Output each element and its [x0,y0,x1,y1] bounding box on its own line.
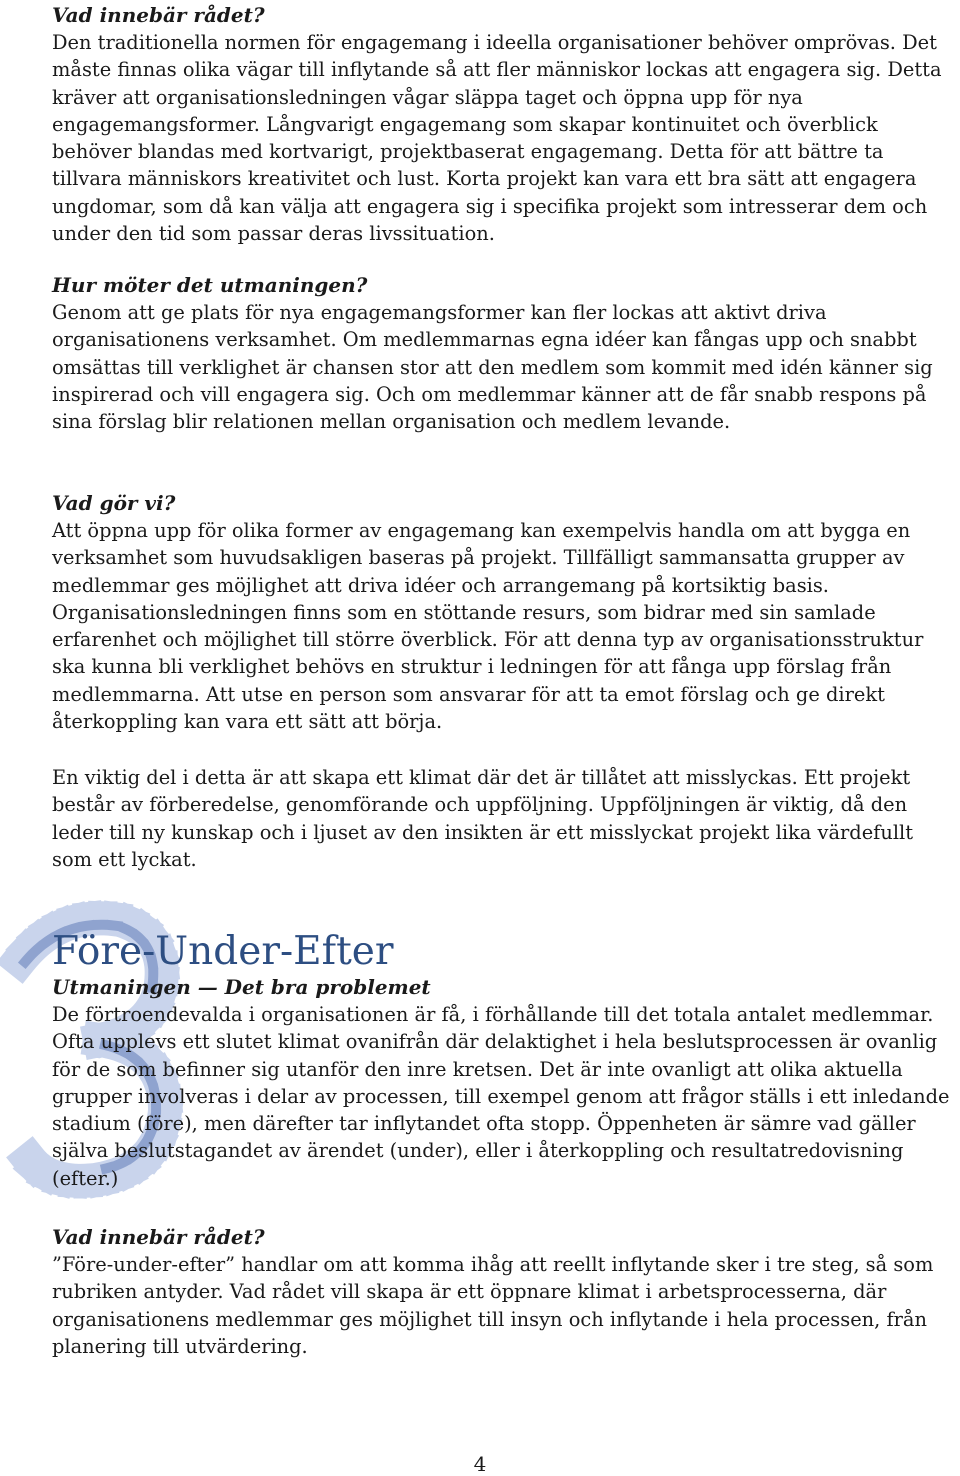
section-paragraph: De förtroendevalda i organisationen är få, i förhållande till det totala antalet medlemmar. Ofta upplevs ett slutet klimat ovanifrån där delaktighet i hela beslutsprocessen är ovanlig för de som befinner sig utanför den inre kretsen. Det är inte ovanligt att olika aktuella grupper involveras i delar av processen, till exempel genom att frågor ställs i ett inledande stadium (före), men därefter tar inflytandet ofta stopp. Öppenheten är sämre vad gäller själva beslutstagandet av ärendet (under), eller i återkoppling och resultatredovisning (efter.) [52,1003,950,1190]
section-paragraph: ”Före-under-efter” handlar om att komma ihåg att reellt inflytande sker i tre steg, så som rubriken antyder. Vad rådet vill skapa är ett öppnare klimat i arbetsprocesserna, där organisationens medlemmar ges möjlighet till insyn och inflytande i hela processen, från planering till utvärdering. [52,1253,934,1358]
decor-number-text: 3 [0,885,11,904]
section-challenge-response [52,272,952,435]
section-heading: Vad gör vi? [52,491,176,515]
section-paragraph: En viktig del i detta är att skapa ett klimat där det är tillåtet att misslyckas. Ett projekt består av förberedelse, genomförande och uppföljning. Uppföljningen är viktig, då den leder till ny kunskap och i ljuset av den insikten är ett misslyckat projekt lika värdefullt som ett lyckat. [52,766,914,871]
section-advice-meaning-2 [52,1224,952,1360]
section-heading: Hur möter det utmaningen? [52,273,368,297]
page-number: 4 [473,1452,487,1476]
section-before-during-after [52,930,952,1192]
section-paragraph: Att öppna upp för olika former av engagemang kan exempelvis handla om att bygga en verksamhet som huvudsakligen baseras på projekt. Tillfälligt sammansatta grupper av medlemmar ges möjlighet att driva idéer och arrangemang på kortsiktig basis. Organisationsledningen finns som en stöttande resurs, som bidrar med sin samlade erfarenhet och möjlighet till större överblick. För att denna typ av organisationsstruktur ska kunna bli verklighet behövs en struktur i ledningen för att fånga upp förslag från medlemmarna. Att utse en person som ansvarar för att ta emot förslag och ge direkt återkoppling kan vara ett sätt att börja. [52,519,924,734]
section-title: Före-Under-Efter [52,929,394,974]
section-subheading: Utmaningen — Det bra problemet [52,975,431,999]
section-heading: Vad innebär rådet? [52,1225,265,1249]
section-paragraph: Genom att ge plats för nya engagemangsformer kan fler lockas att aktivt driva organisationens verksamhet. Om medlemmarnas egna idéer kan fångas upp och snabbt omsättas till verklighet är chansen stor att den medlem som kommit med idén känner sig inspirerad och vill engagera sig. Och om medlemmar känner att de får snabb respons på sina förslag blir relationen mellan organisation och medlem levande. [52,301,933,434]
section-heading: Vad innebär rådet? [52,3,265,27]
section-what-we-do-continued [52,764,952,873]
section-advice-meaning [52,2,952,247]
section-paragraph: Den traditionella normen för engagemang i ideella organisationer behöver omprövas. Det måste finnas olika vägar till inflytande så att fler människor lockas att engagera sig. Detta kräver att organisationsledningen vågar släppa taget och öppna upp för nya engagemangsformer. Långvarigt engagemang som skapar kontinuitet och överblick behöver blandas med kortvarigt, projektbaserat engagemang. Detta för att bättre ta tillvara människors kreativitet och lust. Korta projekt kan vara ett bra sätt att engagera ungdomar, som då kan välja att engagera sig i specifika projekt som intresserar dem och under den tid som passar deras livssituation. [52,31,942,246]
section-what-we-do [52,490,952,735]
